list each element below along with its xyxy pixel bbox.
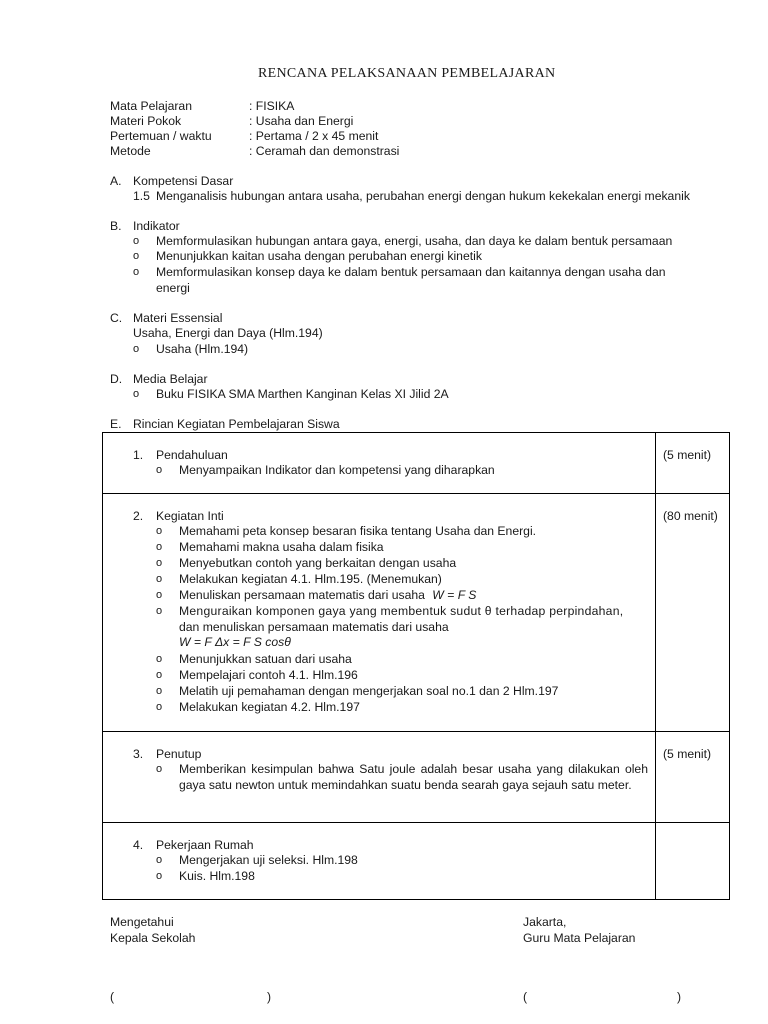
row-duration: (5 menit)	[663, 448, 712, 462]
activity-item	[179, 588, 476, 602]
table-row-divider	[102, 822, 730, 823]
section-c-letter: C.	[110, 311, 123, 325]
section-e-letter: E.	[110, 417, 122, 431]
bullet-icon: o	[156, 589, 163, 601]
activity-item: Menguraikan komponen gaya yang membentuk sudut θ terhadap perpindahan,	[179, 604, 624, 618]
signature-right-line2: Guru Mata Pelajaran	[523, 931, 636, 945]
bullet-icon: o	[156, 605, 163, 617]
meta-label-method: Metode	[110, 144, 151, 158]
signature-left-line1: Mengetahui	[110, 915, 174, 929]
section-e-heading: Rincian Kegiatan Pembelajaran Siswa	[133, 417, 340, 431]
section-b-letter: B.	[110, 219, 122, 233]
row-duration: (80 menit)	[663, 509, 718, 523]
row-number: 2.	[133, 509, 144, 523]
media-item: Buku FISIKA SMA Marthen Kanginan Kelas XI Jilid 2A	[156, 387, 449, 401]
document-title: RENCANA PELAKSANAAN PEMBELAJARAN	[258, 66, 556, 81]
bullet-icon: o	[156, 541, 163, 553]
activity-item: Melatih uji pemahaman dengan mengerjakan soal no.1 dan 2 Hlm.197	[179, 684, 559, 698]
activity-item: Melakukan kegiatan 4.1. Hlm.195. (Menemukan)	[179, 572, 442, 586]
bullet-icon: o	[156, 557, 163, 569]
activity-item: Menunjukkan satuan dari usaha	[179, 652, 352, 666]
bullet-icon: o	[156, 854, 163, 866]
bullet-icon: o	[156, 685, 163, 697]
row-heading: Kegiatan Inti	[156, 509, 224, 523]
signature-right-close-paren: )	[677, 990, 682, 1004]
bullet-icon: o	[156, 525, 163, 537]
bullet-icon: o	[156, 870, 163, 882]
work-equation-expanded	[179, 635, 291, 649]
meta-value-meeting: : Pertama / 2 x 45 menit	[249, 129, 379, 143]
bullet-icon: o	[133, 388, 140, 400]
signature-left-open-paren: (	[110, 990, 115, 1004]
row-duration: (5 menit)	[663, 747, 712, 761]
activity-item: Menyampaikan Indikator dan kompetensi yang diharapkan	[179, 463, 495, 477]
bullet-icon: o	[156, 573, 163, 585]
activity-item: Melakukan kegiatan 4.2. Hlm.197	[179, 700, 360, 714]
bullet-icon: o	[133, 266, 140, 278]
activity-table	[102, 432, 730, 900]
section-a-heading: Kompetensi Dasar	[133, 174, 234, 188]
table-row-divider	[102, 731, 730, 732]
signature-right-open-paren: (	[523, 990, 528, 1004]
signature-left-line2: Kepala Sekolah	[110, 931, 196, 945]
homework-item: Mengerjakan uji seleksi. Hlm.198	[179, 853, 358, 867]
bullet-icon: o	[156, 701, 163, 713]
section-b-heading: Indikator	[133, 219, 180, 233]
table-column-divider	[655, 432, 656, 900]
signature-right-line1: Jakarta,	[523, 915, 567, 929]
bullet-icon: o	[156, 464, 163, 476]
section-a-text: Menganalisis hubungan antara usaha, perubahan energi dengan hukum kekekalan energi mekanik	[156, 189, 690, 203]
bullet-icon: o	[133, 235, 140, 247]
meta-value-subject: : FISIKA	[249, 99, 295, 113]
row-heading: Pekerjaan Rumah	[156, 838, 254, 852]
table-row-divider	[102, 493, 730, 494]
equation-text: W = F Δx = F S cosθ	[179, 635, 291, 649]
activity-item: Mempelajari contoh 4.1. Hlm.196	[179, 668, 358, 682]
bullet-icon: o	[156, 669, 163, 681]
meta-label-subject: Mata Pelajaran	[110, 99, 192, 113]
bullet-icon: o	[133, 250, 140, 262]
indicator-item: Memformulasikan hubungan antara gaya, energi, usaha, dan daya ke dalam bentuk persamaan	[156, 234, 673, 248]
bullet-icon: o	[133, 343, 140, 355]
activity-item: Memahami peta konsep besaran fisika tentang Usaha dan Energi.	[179, 524, 537, 538]
row-number: 1.	[133, 448, 144, 462]
indicator-item: Memformulasikan konsep daya ke dalam bentuk persamaan dan kaitannya dengan usaha dan	[156, 265, 666, 279]
activity-item: Memahami makna usaha dalam fisika	[179, 540, 384, 554]
section-a-letter: A.	[110, 174, 122, 188]
homework-item: Kuis. Hlm.198	[179, 869, 255, 883]
activity-item-continued: dan menuliskan persamaan matematis dari usaha	[179, 620, 449, 634]
section-c-heading: Materi Essensial	[133, 311, 223, 325]
section-c-subheading: Usaha, Energi dan Daya (Hlm.194)	[133, 326, 323, 340]
row-number: 4.	[133, 838, 144, 852]
conclusion-text: Memberikan kesimpulan bahwa Satu joule adalah besar usaha yang dilakukan oleh gaya satu newton untuk memindahkan suatu benda searah gaya sejauh satu meter.	[179, 762, 648, 792]
work-equation: W = F S	[432, 588, 477, 602]
section-d-heading: Media Belajar	[133, 372, 208, 386]
material-item: Usaha (Hlm.194)	[156, 342, 249, 356]
indicator-item-continued: energi	[156, 281, 190, 295]
meta-label-topic: Materi Pokok	[110, 114, 182, 128]
row-number: 3.	[133, 747, 144, 761]
meta-value-topic: : Usaha dan Energi	[249, 114, 354, 128]
meta-value-method: : Ceramah dan demonstrasi	[249, 144, 400, 158]
indicator-item: Menunjukkan kaitan usaha dengan perubahan energi kinetik	[156, 249, 482, 263]
section-d-letter: D.	[110, 372, 123, 386]
signature-left-close-paren: )	[267, 990, 272, 1004]
section-a-number: 1.5	[133, 189, 150, 203]
activity-item: Menyebutkan contoh yang berkaitan dengan usaha	[179, 556, 457, 570]
row-heading: Pendahuluan	[156, 448, 228, 462]
meta-label-meeting: Pertemuan / waktu	[110, 129, 212, 143]
bullet-icon: o	[156, 763, 163, 775]
row-heading: Penutup	[156, 747, 202, 761]
activity-item-text: Menuliskan persamaan matematis dari usaha	[179, 588, 425, 602]
bullet-icon: o	[156, 653, 163, 665]
